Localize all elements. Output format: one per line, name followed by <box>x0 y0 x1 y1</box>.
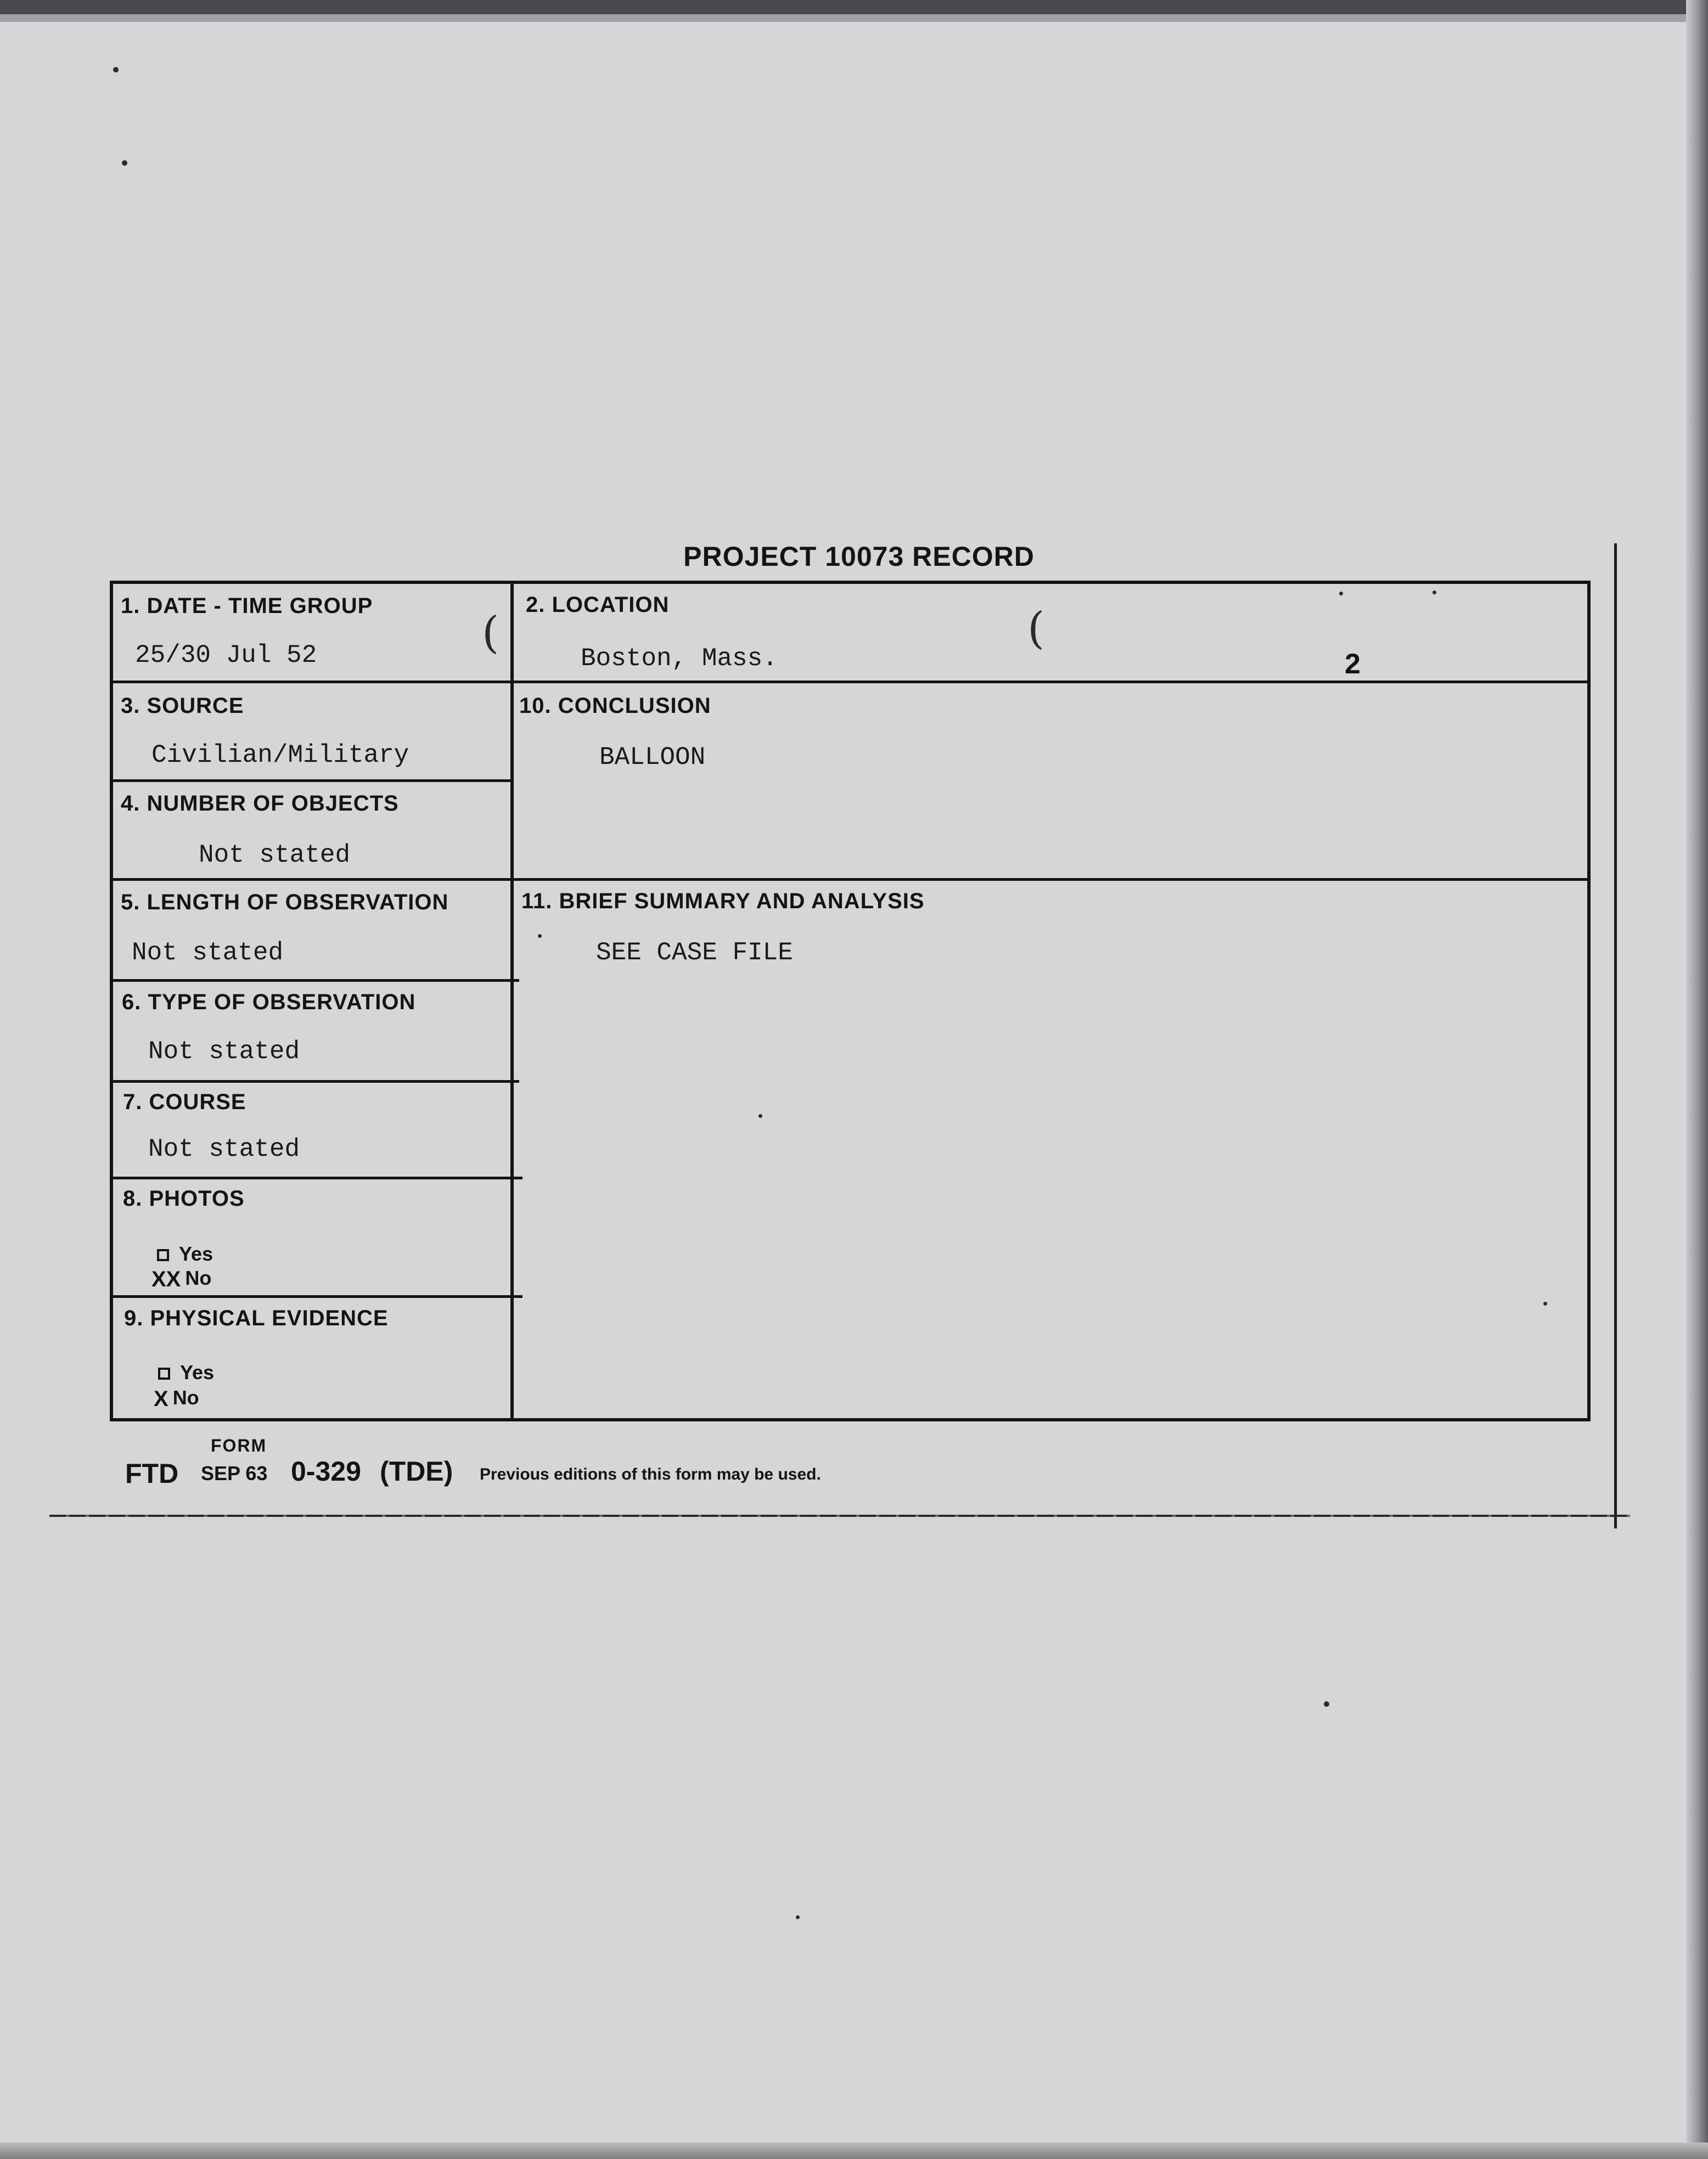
row-divider <box>113 979 519 982</box>
option-label: Yes <box>180 1361 215 1384</box>
field-value: 25/30 Jul 52 <box>135 641 317 670</box>
scan-edge-bottom <box>0 2143 1708 2159</box>
option-label: No <box>185 1267 212 1289</box>
row-divider <box>113 878 1587 881</box>
scan-edge-top-shadow <box>0 14 1708 22</box>
row-divider <box>113 779 514 782</box>
form-title: PROJECT 10073 RECORD <box>683 541 1035 572</box>
footer-note: Previous editions of this form may be used. <box>480 1465 821 1483</box>
footer-date: SEP 63 <box>201 1462 268 1485</box>
typed-x-mark: X <box>154 1386 168 1411</box>
field-value: SEE CASE FILE <box>596 938 793 967</box>
field-label: 11. BRIEF SUMMARY AND ANALYSIS <box>521 889 925 913</box>
field-value: Not stated <box>199 841 351 869</box>
checkbox-empty-icon <box>158 1368 170 1380</box>
row-divider <box>113 1177 522 1179</box>
dust-speck <box>122 160 127 166</box>
dust-speck <box>1324 1701 1329 1707</box>
dust-speck <box>113 67 119 72</box>
scan-edge-top <box>0 0 1708 14</box>
field-label: 1. DATE - TIME GROUP <box>121 594 373 618</box>
cut-line <box>49 1515 1630 1517</box>
field-value: BALLOON <box>599 743 706 772</box>
stray-paren-mark: ( <box>482 607 499 658</box>
field-value: Boston, Mass. <box>581 644 778 673</box>
field-label: 2. LOCATION <box>526 593 670 617</box>
field-label: 10. CONCLUSION <box>519 694 711 718</box>
footer-form-code: 0-329 <box>291 1456 361 1487</box>
field-label: 8. PHOTOS <box>123 1187 245 1211</box>
option-label: Yes <box>179 1242 214 1265</box>
typed-x-mark: XX <box>151 1267 181 1291</box>
footer-ftd: FTD <box>125 1458 179 1489</box>
field-value: Not stated <box>148 1135 300 1163</box>
field-label: 9. PHYSICAL EVIDENCE <box>124 1306 389 1330</box>
field-value: Not stated <box>148 1037 300 1066</box>
row-divider <box>113 1295 522 1298</box>
footer-tde: (TDE) <box>380 1456 453 1487</box>
field-label: 3. SOURCE <box>121 694 244 718</box>
dust-speck <box>796 1915 800 1919</box>
field-label: 4. NUMBER OF OBJECTS <box>121 791 399 816</box>
field-label: 7. COURSE <box>123 1090 246 1114</box>
photos-yes-option <box>157 1242 213 1266</box>
stray-paren-mark: ( <box>1027 603 1045 654</box>
field-value: Civilian/Military <box>151 741 409 769</box>
page-number: 2 <box>1345 648 1361 680</box>
field-label: 5. LENGTH OF OBSERVATION <box>121 890 449 914</box>
field-label: 6. TYPE OF OBSERVATION <box>122 990 416 1014</box>
physical-evidence-no-option <box>154 1386 199 1412</box>
photos-no-option <box>151 1267 211 1292</box>
margin-rule-vertical <box>1614 543 1617 1528</box>
checkbox-empty-icon <box>157 1249 169 1261</box>
column-divider <box>510 584 514 1418</box>
footer-form-word: FORM <box>211 1436 267 1455</box>
row-divider <box>113 1080 519 1083</box>
option-label: No <box>172 1386 199 1409</box>
scan-edge-right <box>1686 0 1708 2159</box>
physical-evidence-yes-option <box>158 1361 214 1384</box>
record-form <box>110 581 1591 1421</box>
row-divider <box>113 681 1587 683</box>
field-value: Not stated <box>132 938 284 967</box>
